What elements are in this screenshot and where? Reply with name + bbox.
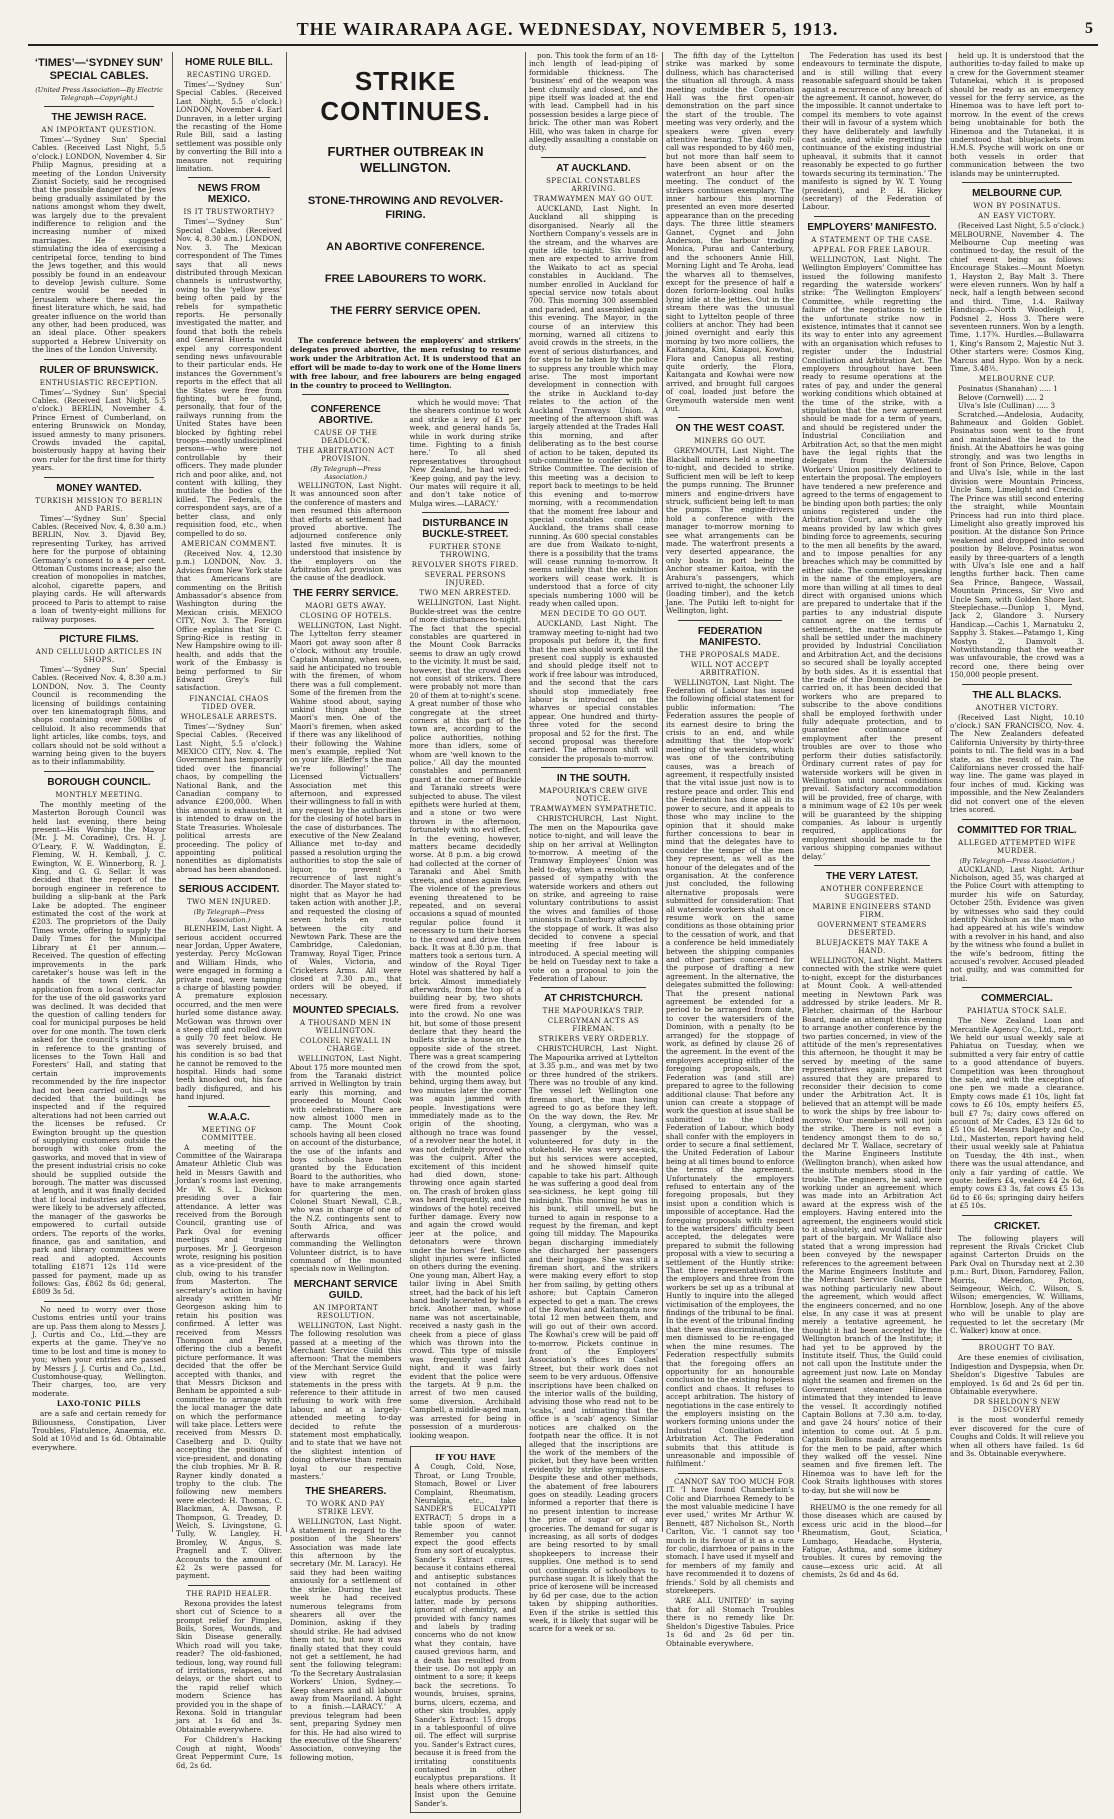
article-body: WELLINGTON, Last Night. The Wellington Employers’ Committee has issued the following manifesto regarding the waterside workers’ strike: ‘The Wellington Employers’ Committee, while regretting the failure of the negotiations to settle the unfortunate strike now in existence, intimates that it cannot see its way to enter into any agreement with an organisation which refuses to register under the Industrial Conciliation and Arbitration Act. The employers throughout have been ready to resume operations at the rates of pay, and under the general working conditions which obtained at the time of the strike, with a stipulation that the new agreement should be made for a term of years, and should be registered under the Industrial Conciliation and Arbitration Act, so that the men might have the legal rights that the delegates from the Waterside Workers’ Union positively declined to entertain the proposal. The employers have tendered a new preference and agreed to the terms of engagement to be binding upon both parties; the only unions registered under the Arbitration Court, and is the only means provided by law which gives binding force to agreements, securing to the men all benefits by the award, and to impose penalties for any breaches which may be committed by either side. The committee, speaking in the name of the employers, are more than willing at all times to deal direct with organised unions which are prepared to undertake that if the parties to any industrial dispute cannot agree on the terms of settlement, the matters in dispute shall be settled under the machinery provided by Industrial Conciliation and Arbitration Act, and the decisions so secured shall be loyally accepted by both sides. As it is essential that the trade of the Dominion should be carried on, it has been decided that workers who are prepared to subscribe to the above conditions shall be employed forthwith under fully adequate protection, and to guarantee continuance of employment after the present troubles are over to those who perform their duties satisfactorily. Ordinary current rates of pay for waterside workers will be given in Wellington until normal conditions prevail. Satisfactory accommodation will be provided, free of charge, with a minimum wage of £2 10s per week will be guaranteed by the shipping companies. As labour is urgently required, applications for employment should be made to the various shipping companies without delay.’ xyxy=(802,254,942,861)
article-heading: CONFERENCE ABORTIVE. xyxy=(310,404,381,426)
article-heading: THE JEWISH RACE. xyxy=(51,112,147,123)
article-body: The New Zealand Loan and Mercantile Agency Co., Ltd., report: We held our usual weekly sale at Pahiatua on Tuesday, when we submitted a very fair entry of cattle to a good attendance of buyers. Competition was keen throughout the sale, and with the exception of one pen we made a clearance. Empty cows made £1 10s, light fat cows to £6 10s, empty heifers £5, bull £7 7s; dairy cows offered on account of Mr Cades, £3 12s 6d to £5 10s 6d. Messrs Dalgety and Co., Ltd., Masterton, report having held their usual weekly sale at Pahiatua on Tuesday, the 4th inst., when there was the usual attendance, and only a fair yarding of cattle. We quote: heifers £4, vealers £4 2s 6d, empty cows £3 3s, fat cows £5 13s 6d to £6 6s; springing dairy heifers at £5 10s. xyxy=(950,1016,1084,1211)
race-result: Ulva’s Isle (Cullinan) ..... 3 xyxy=(958,401,1056,411)
article-heading: ON THE WEST COAST. xyxy=(675,423,785,435)
article-subheading: IS IT TRUSTWORTHY? xyxy=(183,208,275,217)
article-body: Times’—‘Sydney Sun’ Special Cables. (Received Nov. 4, 8.30 a.m.) LONDON, Nov. 3. The County Council is recommending the licensing of buildings containing over ten kinematograph films, and shops containing over 500lbs of celluloid. It also recommends that light articles, like combs, toys, and collars should not be sold without a warning being given to the buyers as to their inflammability. xyxy=(32,664,166,767)
article-heading: NEWS FROM MEXICO. xyxy=(197,183,261,206)
article-heading: CRICKET. xyxy=(993,1220,1041,1232)
article-subheading: THE PROPOSALS MADE. xyxy=(679,650,781,659)
divider xyxy=(188,177,270,178)
article-subheading: TURKISH MISSION TO BERLIN AND PARIS. xyxy=(35,496,163,513)
column-divider xyxy=(662,52,663,1532)
article-body: (Received Last Night, 5.5 o’clock.) MELBOURNE, November 4. The Melbourne Cup meeting was continued to-day, the result of the chief event being as follows: Encourage Stakes.—Mount Moetyn 1, Hayston 2, Bay Malt 3. There were eleven runners. Won by half a neck, half a length between second and third. Time, 1.4. Railway Handicap.—North Woodleigh 1, Podsnel 2, Hoss 3. There were seventeen runners. Won by a length. Time, 1.17¾. Hurdles.—Bullawarra 1, King’s Ransom 2, Majestic Nut 3. Other starters were: Cosmos King, Marcus and Hypo. Won by a neck. Time, 3.48½. xyxy=(950,221,1084,373)
article-subheading: APPEAL FOR FREE LABOUR. xyxy=(813,245,931,254)
article-body: WELLINGTON, Last Night. A statement in regard to the position of the Shearers’ Association was made late this afternoon by the secretary (Mr. M. Laracy). He said they had been waiting anxiously for a settlement of the strike. During the last week he had received numerous telegrams from shearers all over the Dominion, asking if they should strike. He had advised them not to, but now it was finally stated that they could not get a settlement, he had sent the following telegram: ‘To the Secretary Australasian Workers’ Union, Sydney.—Keep shearers and all labour away from Maoriland. A fight to a finish.—LARACY.’ A previous telegram had been sent, preparing Sydney men for this. He had also wired to the executive of the Shearers’ Association, conveying the following motion, xyxy=(290,1517,402,1762)
article-body: Times’—‘Sydney Sun’ Special Cables. (Received Last Night, 5.5 o’clock.) LONDON, November 4. Earl Dunraven, in a letter urging the recasting of the Home Rule Bill, said a lasting settlement was possible only by converting the Bill into a measure not requiring limitation. xyxy=(176,80,282,174)
article-body: Scratched.—Andelosia, Audacity, Bahmeaux and Golden Goblet. Posinatus soon went to the front and maintained the lead to the finish. At the Abattoirs he was going strongly, and was two lengths in front of Son Prince, Belove, Capon and Ulva’s Isle, while in the last division were Mountain Princess, Uncle Sam, Limelight and Crecido. The Prince was still second entering the straight, while Mountain Princess had run into third place. Limelight also greatly improved his position. At the distance Son Prince weakened and dropped into second position by Belove. Posinatus won easily by three-quarters of a length with Ulva’s Isle one and a half lengths further back. Then came Sea Prince, Bangece, Wassail, Mountain Princess, Sir Vivo and Uncle Sam, with Golden Shore last. Steeplechase.—Dunlop 1, Mynd, Jack 2, Glandore 3. Nursery Handicap.—Cachis 1, Marnatuku 2, Sapphy 3. Stakes.—Patamgo 1, King Mostyn 2, Damvolt 3. Notwithstanding that the weather was unfavourable, the crowd was a record one, there being over 150,000 people present. xyxy=(950,409,1084,680)
lead-paragraph: The conference between the employers’ and strikers’ delegates proved abortive, the men refusing to resume work under the Arbitration Act. It is understood that an effort will be made to-day to work one of the Home liners with free labour, and free labourers are being engaged in the country to proceed to Wellington. xyxy=(290,336,522,390)
article-body: WELLINGTON, Last Night. Matters connected with the strike were quiet to-night, except for the disturbances at Mount Cook. A well-attended meeting in Newtown Park was addressed by strike leaders. Mr R. Fletcher, chairman of the Harbour Board, made an attempt this evening to arrange another conference by the two parties concerned, in view of the attitude of the men’s representatives this afternoon, he thought it may be served by meeting of the same representatives again, unless first assured that they are prepared to reconsider their decision to come under the Arbitration Act. It is believed that an attempt will be made to work the ships by free labour to-morrow. ‘Our members will not join the strike. There is not even a tendency amongst them to do so,’ declared Mr T. Wallace, secretary of the Marine Engineers Institute (Wellington branch), when asked how the institute members stood in the trouble. The engineers, he said, were working under an agreement which was made into an Arbitration Act award at the express wish of the employers. Having entered into the agreement, the engineers would stick to it absolutely, and would fulfil their part of the bargain. Mr Wallace also stated that a wrong impression had been conveyed by the newspaper references to the agreement between the Marine Engineers Institute and the Merchant Service Guild. There was nothing particularly new about the agreement, which would affect the engineers concerned, and no one else. In any case it was at present merely a tentative agreement, he thought it had been accepted by the Wellington branch of the Institute; it had yet to be approved by the Institute itself. Thus, the Guild could not call upon the Institute under the agreement just now. Late on Monday night the seamen and firemen on the Government steamer Hinemoa intimated that they intended to leave the vessel. It accordingly notified Captain Bollons at 7.30 a.m. to-day, and gave 24 hours’ notice of their intention to come out. At 5 p.m. Captain Bollons made arrangements for the men to be paid, after which they walked off the vessel. Nine seamen and five firemen left. The Hinemoa was to have left for the Cook Straits lighthouses with stores to-day, but she will now be xyxy=(802,955,942,1495)
article-body: Times’—‘Sydney Sun’ Special Cables. (Received Last Night, 5.5 o’clock.) BERLIN, November 4. Prince Ernest of Cumberland, on entering Brunswick on Monday, issued amnesty to many prisoners. Crowds invaded the capital, boisterously happy at having their own ruler for the first time for thirty years. xyxy=(32,387,166,473)
column-4 xyxy=(529,51,658,1634)
article-body: WELLINGTON, Last Night. It was announced soon after the conference of masters and men resumed this afternoon that efforts at settlement had proved abortive. The adjourned conference only lasted five minutes. It is understood that insistence by the employers on the Arbitration Act provision was the cause of the deadlock. xyxy=(290,481,402,583)
article-subheading: SEVERAL PERSONS INJURED. xyxy=(424,571,506,588)
article-subheading: BROUGHT TO BAY. xyxy=(978,1344,1056,1353)
article-body: A meeting of the Committee of the Wairarapa Amateur Athletic Club was held in Messrs Gawith and Jordan’s rooms last evening, Mr W. S. L. Dickson presiding over a fair attendance. A letter was received from the Borough Council, granting use of Park Oval for evening meetings and training purposes. Mr J. Georgeson wrote, resigning his position as a vice-president of the club, owing to his transfer from Masterton. The secretary’s action in having already written Mr Georgeson asking him to retain his position was confirmed. A letter was received from Messrs Thompson and Payne, offering the club a benefit picture performance. It was decided that the offer be accepted with thanks, and that Messrs Dickson and Benham be appointed a sub-committee to arrange with the local manager the date on which the performance will take place. Letters were received from Messrs D. Caselberg and D. Quilty accepting the positions of vice-president, and donating the club trophies. Mr B. R. Rayner kindly donated a trophy to the club. The following new members were elected: H. Thomas, C. Blackman, A. Dawson, P. Thompson, G. Treadey, D. Welch, S. Livingstone, G. Tully, W. Langley, H. Bromley, W. Angus, S. Pragnell and T. Oliver. Accounts to the amount of £2 2s were passed for payment. xyxy=(176,1142,282,1581)
masthead xyxy=(30,18,1094,40)
column-7 xyxy=(950,52,1084,1532)
article-subheading: TWO MEN ARRESTED. xyxy=(419,589,512,598)
credit-line: (By Telegraph—Press Association.) xyxy=(310,465,382,481)
article-body: Times’—‘Sydney Sun’ Special Cables. (Received Nov. 4, 8.30 a.m.) BERLIN, Nov. 3. Djavid Bey, representing Turkey, has arrived here for the purpose of obtaining Germany’s consent to a 4 per cent. Ottoman Customs increase; also the creation of monopolies in matches, alcohol, cigarette papers, and playing cards. He will afterwards proceed to Paris to attempt to raise a loan of twenty-eight millions for railway purposes. xyxy=(32,513,166,624)
article-body: Times’—‘Sydney Sun’ Special Cables. (Received Nov. 4, 8.30 a.m.) LONDON, Nov. 3. The Mexican correspondent of The Times says that all news distributed through Mexican channels is untrustworthy, owing to the ‘yellow press’ being often paid by the rebels for sympathetic reports. He personally investigated the matter, and found that both the rebels and General Huerta would expel any correspondent sending news unfavourable to their particular ends. He instances the Government’s reports in the effect that all the States were free from fighting, but he found, personally, that four of the railways running from the United States have been blocked by fighting rebel troops—mostly undisciplined persons—who were not controllable by their officers. They made plunder rich and poor alike, and, not content with killing, they mutilate the bodies of the killed. The Federals, the correspondent says, are of a better class, and only requisition food, etc., when compelled to do so. xyxy=(176,217,282,538)
divider xyxy=(814,216,930,217)
advertisement: Are these enemies of civilisation, Indigestion and Dyspepsia, when Dr. Sheldon’s Digestive Tabules are employed. 1s 6d and 2s 6d per tin. Obtainable everywhere. xyxy=(950,1353,1084,1397)
section-heading: ‘TIMES’—‘SYDNEY SUN’ SPECIAL CABLES. xyxy=(34,57,164,82)
divider xyxy=(44,771,154,772)
advertisement: CANNOT SAY TOO MUCH FOR IT. ‘I have found Chamberlain’s Colic and Diarrhoea Remedy to be the most valuable medicine I have ever used,’ writes Mr Arthur W. Bennett, 487 Nicholson St., North Carlton, Vic. ‘I cannot say too much in its favour of it as a cure for colic, diarrhoea or pains in the stomach. I have used it myself and for members of my family and have recommended it to dozens of friends.’ Sold by all chemists and storekeepers. xyxy=(666,1476,794,1596)
article-subheading: THE ARBITRATION ACT PROVISION. xyxy=(297,447,395,463)
column-5 xyxy=(666,51,794,1648)
banner-deck: THE FERRY SERVICE OPEN. xyxy=(330,305,481,317)
article-subheading: MARINE ENGINEERS STAND FIRM. xyxy=(812,902,932,919)
article-heading: AT CHRISTCHURCH. xyxy=(544,993,643,1005)
masthead-title: THE WAIRARAPA AGE. WEDNESDAY, NOVEMBER 5, 1913. xyxy=(296,18,839,39)
article-subheading: A THOUSAND MEN IN WELLINGTON. xyxy=(299,1019,392,1036)
divider xyxy=(188,1585,270,1586)
advertisement: ‘ARE ALL UNITED’ in saying that for all Stomach Troubles there is no remedy like Dr. Sheldon’s Digestive Tabules. Price 1s 6d and 2s 6d per tin. Obtainable everywhere. xyxy=(666,1596,794,1648)
credit-line: (By Telegraph—Press Association.) xyxy=(193,908,265,925)
column-3 xyxy=(290,52,522,1808)
article-body: The Federation has used its best endeavours to terminate the dispute, and is still willing that every reasonable safeguard should be taken against a recurrence of any breach of the agreement. It cannot, however, do the impossible. It cannot undertake to compel its members to vote against their will in favour of a system which they have deliberately and lawfully cast aside, and while regretting the continuance of the existing industrial upheaval, it submits that it cannot reasonably be expected to go further towards securing its termination.’ The manifesto is signed by W. T. Young (president), and P. H. Hickey (secretary) of the Federation of Labour. xyxy=(802,51,942,212)
article-heading: MONEY WANTED. xyxy=(56,482,142,494)
article-body: The fifth day of the Lyttelton strike was marked by some dullness, which has characterised the situation all through. A mass meeting outside the Coronation Hall was the first open-air demonstration on the part since the start of the trouble. The meeting was very orderly, and the speakers were given every attentive hearing. The daily roll-call was responded to by 460 men, but not more than half seem to have been absent or on the waterfront an hour after the meeting. The conduct of the strikers continues exemplary. The inner harbour this morning presented an even more deserted appearance than on the preceding days. The three little steamers Gannet, Cygnet and John Anderson, the harbour trading Monica, Purau and Canterbury, and the schooners Annie Hill, Morning Light and Te Aroha, lead the wharves all to themselves, except for the presence of half a dozen forlorn-looking coal hulks lying idle at the jetties. Out in the stream there was the unusual sight to Lyttelton people of three colliers at anchor. They had been joined overnight and early this morning by two more colliers, the Kaitangata, Kini, Kaiapoi, Kowhai, Flora and Canopus all resting quite orderly, the Flora, Kaitangata and Kowhai were now arrived, and brought full cargoes of coal, loaded just before the Greymouth waterside men went out. xyxy=(666,51,794,414)
advertisement: are a safe and certain remedy for Biliousness, Constipation, Liver Troubles, Flatulence, Anaemia, etc. Sold at 10½d and 1s 6d. Obtainable everywhere. xyxy=(32,1409,166,1452)
article-subheading: TRAMWAYMEN MAY GO OUT. xyxy=(533,194,654,203)
strike-subcolumn-left xyxy=(290,399,402,1819)
article-subheading: AN IMPORTANT QUESTION. xyxy=(41,126,157,134)
article-heading: AT AUCKLAND. xyxy=(556,162,631,174)
article-body: Times’—‘Sydney Sun’ Special Cables. (Received Last Night, 5.5 o’clock.) LONDON, November 4. Sir Philip Magnus, presiding at a meeting of the London University Zionist Society, said he recognised that the possible danger of the Jews being gradually assimilated by the nations amongst whom they dwelt, was largely due to the prevalent indifference to religion and the increasing number of mixed marriages. He suggested stimulating the idea of exercising a centripetal force, tending to bind the Jews together, and this would possibly be found in an endeavour to develop Jewish culture. Some centre would be needed in Jerusalem where there was the finest literature which, he said, had greater influence on the world than any other, had been produced, was an ideal place. Other speakers supported a Hebrew University on the lines of the London University. xyxy=(32,135,166,355)
advertisement: RHEUMO is the one remedy for all those diseases which are caused by excess uric acid in the blood—for Rheumatism, Gout, Sciatica, Lumbago, Headache, Hysteria, Fatigue, Asthma, and some kidney troubles. It cures by removing the cause—excess uric acid. At all chemists, 2s 6d and 4s 6d. xyxy=(802,1502,942,1580)
article-subheading: DR SHELDON’S NEW DISCOVERY xyxy=(973,1398,1061,1415)
article-subheading: THE RAPID HEALER. xyxy=(186,1589,272,1598)
divider xyxy=(44,628,154,629)
divider xyxy=(44,1301,154,1302)
divider xyxy=(302,394,509,395)
column-divider xyxy=(286,52,287,1532)
article-subheading: AND CELLULOID ARTICLES IN SHOPS. xyxy=(35,647,163,664)
article-subheading: THE MAPOURIKA’S TRIP. xyxy=(542,1007,645,1016)
article-subheading: CLOSING OF HOTELS. xyxy=(299,611,392,620)
article-heading: MERCHANT SERVICE GUILD. xyxy=(293,1278,398,1301)
advertisement: Rexona provides the latest short cut of Science to a prompt relief for Pimples, Boils, Sores, Wounds, and Skin Disease generally. Which road will you take, reader? The old-fashioned, tedious, long, way round full of irritations, relapses, and delays, or the short cut to the rapid relief which modern Science has provided you in the shape of Rexona. Sold in triangular jars at 1s 6d and 3s. Obtainable everywhere. xyxy=(176,1598,282,1734)
article-heading: PICTURE FILMS. xyxy=(59,633,139,645)
article-subheading: RECASTING URGED. xyxy=(186,71,272,79)
article-body: CHRISTCHURCH, Last Night. The men on the Mapourika gave notice to-night, and will leave the ship on her arrival at Wellington to-morrow. A meeting of the Tramway Employees’ Union was held to-day, when a resolution was passed of sympathy with the waterside workers and others out on strike, and agreeing to raise voluntary contributions to assist the wives and families of those unionists in Canterbury affected by the stoppage of work. It was also decided to convene a special meeting if free labour is introduced. A special meeting will be held on Tuesday next to take a vote on a proposal to join the Federation of Labour. xyxy=(529,814,658,983)
article-body: AUCKLAND, Last Night. In Auckland all shipping is disorganised. Nearly all the Northern Company’s vessels are in the stream, and the wharves are quite idle to-night. Six hundred men are expected to arrive from the Waikato to act as special constables in Auckland. The number enrolled in Auckland for special service now totals about 700. This morning 300 assembled and paraded, and assembled again this evening. The Mayor, in the course of an interview this morning, warned all citizens to avoid crowds in the streets, in the event of serious disturbances, and for steps to be taken by the police to suppress any trouble which may arise. The most important development in connection with the strike in Auckland to-day relates to the action of the Auckland Tramways Union. A meeting of the afternoon shift was largely attended at the Trades Hall this morning, and after deliberating as to the best course of action to be taken, deputed its sub-committee to confer with the Strike Committee. The decision of this meeting was a decision to report back to meetings to be held this evening and to-morrow morning, with a recommendation that the moment free labour and special constables come into Auckland, the trams shall cease running. As 600 special constables are due from Waikato to-night, there is a possibility that the trams will cease running to-morrow. It seems unlikely that the exhibition workers will cease work. It is understood that a force of city specials numbering 1000 will be ready when called upon. xyxy=(529,203,658,608)
divider xyxy=(541,987,646,988)
ad-title: IF YOU HAVE xyxy=(435,1451,496,1462)
article-subheading: TO WORK AND PAY STRIKE LEVY. xyxy=(306,1500,385,1517)
credit-line: (United Press Association—By Electric Telegraph—Copyright.) xyxy=(35,86,163,102)
article-subheading: MEETING OF COMMITTEE. xyxy=(201,1125,257,1142)
article-body: (Received Last Night, 10.10 o’clock.) SAN FRANCISCO, Nov. 4. The New Zealanders defeated California University by thirty-three points to nil. The field was in a bad state, as the result of rain. The Californians never crossed the half-way line. The game was played in four inches of mud. Kicking was impossible, and the New Zealanders did not convert one of the eleven tries scored. xyxy=(950,712,1084,815)
article-heading: THE ALL BLACKS. xyxy=(972,689,1062,701)
article-subheading: REVOLVER SHOTS FIRED. xyxy=(411,561,519,570)
column-2 xyxy=(176,52,282,1770)
article-subheading: FURTHER STONE THROWING. xyxy=(429,543,502,560)
article-subheading: MAPOURIKA’S CREW GIVE NOTICE. xyxy=(538,787,648,804)
article-heading: EMPLOYERS’ MANIFESTO. xyxy=(807,221,937,233)
article-subheading: ENTHUSIASTIC RECEPTION. xyxy=(39,378,159,387)
column-divider xyxy=(525,52,526,1532)
article-heading: RULER OF BRUNSWICK. xyxy=(39,364,159,376)
article-subheading: ALLEGED ATTEMPTED WIFE MURDER. xyxy=(958,838,1076,855)
article-subheading: PAHIATUA STOCK SALE. xyxy=(966,1007,1068,1016)
article-body: held up. It is understood that the authorities to-day failed to make up a crew for the Government steamer Tutanekai, which it is proposed should be ready as an emergency vessel for the ferry service, as the Hinemoa was to have left port to-morrow. In the event of the crews being unobtainable for both the Hinemoa and the Tutanekai, it is understood that bluejackets from H.M.S. Psyche will work on one or both vessels in order that communication between the two islands may be uninterrupted. xyxy=(950,51,1084,178)
article-body: AUCKLAND, Last Night. The tramway meeting to-night had two proposals put before it, the first that the men should work until the present coal supply is exhausted and should pledge itself not to work if free labour was introduced, and the second that the cars should stop immediately free labour is introduced on the wharves or special constables appear. One hundred and thirty-three voted for the second proposal and 52 for the first. The second proposal was therefore carried. The afternoon shift will consider the proposals to-morrow. xyxy=(529,619,658,763)
divider xyxy=(188,878,270,879)
divider xyxy=(962,182,1072,183)
article-body: (Received Nov. 4, 12.30 p.m.) LONDON, Nov. 3. Advices from New York state that Americans are commenting on the British Ambassador’s absence from Washington during the Mexican crisis. MEXICO CITY, Nov. 3. The Foreign Office explains that Sir C. Spring-Rice is resting in New Hampshire owing to ill-health, and adds that the work of the Embassy is being performed to Sir Edward Grey’s full satisfaction. xyxy=(176,548,282,693)
divider xyxy=(422,512,510,513)
divider xyxy=(44,106,154,107)
divider xyxy=(962,684,1072,685)
article-subheading: TRAMWAYMEN SYMPATHETIC. xyxy=(530,805,657,814)
column-divider xyxy=(946,52,947,1532)
column-divider xyxy=(172,52,173,1532)
divider xyxy=(962,987,1072,988)
article-subheading: ANOTHER VICTORY. xyxy=(975,703,1059,712)
advertisement-box xyxy=(410,1446,522,1813)
article-body: AUCKLAND, Last Night. Arthur Nicholson, aged 35, was charged at the Police Court with attempting to murder his wife on Saturday, October 25th. Evidence was given by witnesses who said they could identify Nicholson as the man who had appeared at his wife’s window with a revolver in his hand, and also by the witness who found a bullet in the wife’s bedroom, fitting the accused’s revolver. Accused pleaded not guilty, and was committed for trial. xyxy=(950,864,1084,983)
divider xyxy=(44,477,154,478)
article-subheading: A STATEMENT OF THE CASE. xyxy=(811,235,933,244)
divider xyxy=(962,1215,1072,1216)
strike-subcolumns xyxy=(290,399,521,1819)
divider xyxy=(678,417,782,418)
article-subheading: SPECIAL CONSTABLES ARRIVING. xyxy=(546,176,641,193)
article-heading: COMMITTED FOR TRIAL. xyxy=(957,824,1077,836)
article-subheading: STRIKERS VERY ORDERLY. xyxy=(538,1035,649,1044)
article-heading: BOROUGH COUNCIL. xyxy=(47,776,151,788)
article-subheading: FINANCIAL CHAOS TIDED OVER. xyxy=(189,694,269,711)
column-divider xyxy=(798,52,799,1532)
article-subheading: AN IMPORTANT RESOLUTION. xyxy=(313,1303,379,1320)
article-body: pon. This took the form of an 18-inch length of lead-piping of formidable thickness. The ‘business’ end of the weapon was bent clumsily and closed, and the pipe itself was loaded at the end with lead. Campbell had in his possession besides a large piece of brick. The other man was Robert Hill, who was taken in charge for allegedly assaulting a constable on duty. xyxy=(529,51,658,153)
article-heading: THE VERY LATEST. xyxy=(825,870,919,882)
article-subheading: MINERS GO OUT. xyxy=(694,437,766,446)
banner-deck: FREE LABOURERS TO WORK. xyxy=(324,273,487,285)
article-body: GREYMOUTH, Last Night. The Blackball miners held a meeting to-night, and decided to strike. Sufficient men will be left to keep the pumps running. The Brunner miners and engine-drivers have struck, sufficient being left to man the pumps. The engine-drivers hold a conference with the manager to-morrow morning to see what arrangements can be made. The waterfront presents a very deserted appearance, the only boats in port being the Anchor steamer Kaitoa, with the Arahura’s passengers, which arrived to-night, the schooner Lily (loading timber), and the ketch Jane. The Putiki left to-night for Wellington, light. xyxy=(666,446,794,616)
article-subheading: MELBOURNE CUP. xyxy=(978,375,1056,384)
article-heading: HOME RULE BILL. xyxy=(185,57,273,68)
article-subheading: AMERICAN COMMENT. xyxy=(181,539,277,548)
article-subheading: TWO MEN INJURED. xyxy=(186,898,272,907)
divider xyxy=(814,865,930,866)
article-body: which he would move: ‘That the shearers continue to work and strike a levy of £1 per week, and general hands 5s, while in work during strike time. Fighting to a finish here.’ To all shed representatives throughout New Zealand, he had wired: ‘Keep going, and pay the levy. Our mates will require it all, and don’t take notice of Mulga wires.—LARACY.’ xyxy=(409,398,521,508)
divider xyxy=(44,359,154,360)
article-body: BLENHEIM, Last Night. A serious accident occurred near Jordan, Upper Awatere, yesterday. Percy McGowan and William Hinds, who were engaged in forming a private road, were tamping a charge of blasting powder. A premature explosion occurred, and the men were hurled some distance away. McGowan was thrown over a steep cliff and rolled down a gully 70 feet below. He was severely bruised, and his condition is so bad that he cannot be removed to the hospital. Hinds had some teeth knocked out, his face badly disfigured, and his hand injured. xyxy=(176,924,282,1102)
article-heading: MOUNTED SPECIALS. xyxy=(292,1005,399,1017)
article-heading: MELBOURNE CUP. xyxy=(972,188,1062,200)
article-heading: THE FERRY SERVICE. xyxy=(293,587,399,599)
advertisement: No need to worry over those Customs entries until your trains are up. Pass them along to Messrs J. J. Curtis and Co., Ltd.—they are experts at the game. They’ve no time to be lost and time is money to you; when your entries are passed by Messrs J. J. Curtis and Co., Ltd., Customhouse-quay, Wellington. Their charges, too, are very moderate. xyxy=(32,1304,166,1398)
article-body: WELLINGTON, Last Night. About 175 more mounted men from the Taranaki district arrived in Wellington by train early this morning, and proceeded to Mount Cook with celebration. There are now almost 1000 men in camp. The Mount Cook schools having all been closed on account of the disturbance, the use of the infants and boys schools have been granted by the Education Board to the authorities, who have to make arrangements for quartering the men. Colonel Stuart Newall, C.B., who was in charge of one of the N.Z. contingents sent to South Africa, and was afterwards officer commanding the Wellington Volunteer district, is to have command of the mounted specials now in Wellington. xyxy=(290,1054,402,1274)
article-heading: FEDERATION MANIFESTO. xyxy=(697,625,763,648)
article-body: Times’—‘Sydney Sun’ Special Cables. (Received Last Night, 5.5 o’clock.) MEXICO CITY, Nov. 4. The Government has temporarily tided over the financial chaos, by compelling the National Bank, and the Canadian company to advance £200,000. When this amount is exhausted, it is intended to draw on the State Treasuries. Wholesale political arrests are proceeding. The policy of appointing political nonentities as diplomatists abroad has been abandoned. xyxy=(176,721,282,874)
article-body: WELLINGTON, Last Night. The following resolution was passed at a meeting of the Merchant Service Guild this afternoon: ‘That the members of the Merchant Service Guild view with regret the statements in the press with reference to their attitude in refusing to work with free labour, and at a largely-attended meeting to-day decided to refute the statement most emphatically, and to state that we have not the slightest intention of doing otherwise than remain loyal to our respective masters.’ xyxy=(290,1320,402,1482)
divider xyxy=(188,1106,270,1107)
ad-body: A Cough, Cold, Nose, Throat, or Lung Trouble, Stomach, Bowel or Liver Complaint, Rheumatism, Neuralgia, etc., take SANDER’S EUCALYPTI EXTRACT; 5 drops in a table spoon of water. Remember you cannot expect the good effects from any sort of eucalyptus. Sander’s Extract cures, because it contains ethereal and antiseptic substances not contained in other eucalyptus products. These latter, made by persons ignorant of chemistry, and provided with fancy names and labels by trading concerns who do not know what they contain, have caused grevious harm, and a death has resulted from their use. Do not apply an ointment to a sore; it keeps back the secretions. To wounds, bruises, sprains, burns, ulcers, eczema, and other skin troubles, apply Sander’s Extract: 15 drops in a tablespoonful of olive oil. The effect will surprise you. Sander’s Extract cures, because it is freed from the irritating constituents contained in other eucalyptus preparations. It heals where others irritate. Insist upon the Genuine Sander’s. xyxy=(414,1463,516,1808)
article-subheading: MEN DECIDE TO GO OUT. xyxy=(540,610,647,619)
article-subheading: CAUSE OF THE DEADLOCK. xyxy=(314,429,378,445)
ad-title: LAXO-TONIC PILLS xyxy=(56,1399,142,1409)
article-heading: IN THE SOUTH. xyxy=(556,773,631,785)
strike-subcolumn-right xyxy=(410,399,522,1819)
divider xyxy=(678,620,782,621)
banner-deck: AN ABORTIVE CONFERENCE. xyxy=(326,241,485,253)
divider xyxy=(541,157,646,158)
article-heading: SERIOUS ACCIDENT. xyxy=(178,884,280,896)
race-result: Posinatus (Shanahan) ..... 1 xyxy=(958,384,1058,394)
page-number: 5 xyxy=(1085,20,1094,37)
article-heading: W.A.A.C. xyxy=(208,1111,250,1123)
article-heading: COMMERCIAL. xyxy=(981,993,1053,1005)
banner-headline: STRIKE CONTINUES. xyxy=(320,66,491,126)
advertisement: is the most wonderful remedy ever discovered for the cure of Coughs and Colds. It will relieve you when all others have failed. 1s 6d and 3s. Obtainable everywhere. xyxy=(950,1415,1084,1459)
top-rule xyxy=(28,44,1098,46)
article-subheading: WILL NOT ACCEPT ARBITRATION. xyxy=(691,660,769,677)
column-1 xyxy=(32,52,166,1532)
race-result: Belove (Cornwell) ..... 2 xyxy=(958,392,1044,402)
article-body: WELLINGTON, Last Night. Buckle-street was the centre of more disturbances to-night. The fact that the special constables are quartered in the Mount Cook Barracks seems to draw an ugly crowd to the vicinity. It must be said, however, that the crowd does not consist of strikers. There were probably not more than 20 of them at to-night’s scene. A great number of those who congregate at the street corners at this part of the town are, according to the police authorities, nothing more than idlers, some of whom are ‘well known to the police.’ All day the mounted constables and permanent guard at the corner of Buckle and Taranaki streets were subjected to abuse. The vilest epithets were hurled at them, and a stone or two were thrown in the afternoon, fortunately with no evil effect. In the evening, however, matters became decidedly worse. At 8 p.m. a big crowd had collected at the corner of Taranaki and Abel Smith streets, and stones again flew. The violence of the previous evening threatened to be repeated, and on several occasions a squad of mounted regular police found it necessary to turn their horses to the crowd and drive them back. It was at 8.30 p.m. that matters took a serious turn. A window of the Royal Tiger Hotel was shattered by half a brick. Almost immediately afterwards, from the top of a building near by, two shots were fired from a revolver into the crowd. No one was hit, but some of those present declare that they heard the bullets strike a house on the opposite side of the street. There was a great scampering of the crowd from the spot, with the mounted police behind, urging them away, but two minutes later the corner was again jammed with people. Investigations were immediately made as to the origin of the shooting, although no trace was found of a revolver near the hotel, it was not definitely proved who was the culprit. After the excitement of this incident had died down, stone-throwing once again started on. The crash of broken glass was heard frequently, and the windows of the hotel received further damage. Every now and again the crowd would jeer at the police, and detonators were thrown under the horses’ feet. Some slight injuries were inflicted on others during the evening. One young man, Albert Hay, a tailor living in Abel Smith street, had the back of his left hand badly lacerated by half a brick. Another man, whose name was not ascertainable, received a nasty gash in the cheek from a piece of glass which was thrown into the crowd. This type of missile was frequently used last night, and it was fairly evident that the police were the targets. At 9 p.m. the arrest of two men caused some diversion. Archibald Campbell, a middle-aged man, was arrested for being in possession of a murderous-looking weapon. xyxy=(409,598,521,1440)
banner-subheadline: FURTHER OUTBREAK IN WELLINGTON. xyxy=(327,144,484,175)
article-heading: DISTURBANCE IN BUCKLE-STREET. xyxy=(422,518,509,541)
article-body: WELLINGTON, Last Night. The Federation of Labour has issued the following official statement for public information: ‘The Federation assures the people of its earnest desire to bring the crisis to an end, and while admitting that the ‘stop-work’ meeting of the watersiders, which was one of the contributing causes, was a breach of agreement, it respectfully insisted that the vital issue just now is to restore peace and order. This end the Federation has done all in its power to secure, and it appeals to those who may incline to the opinion that it should make further concessions to bear in mind that the delegates have to consider the temper of the men they represent, as well as the honour of the delegates and of the organisation. At the conference just concluded, the following alternative proposals were submitted for consideration: That all waterside workers shall at once resume work on the same conditions as those obtaining prior to the cessation of work, and that a conference be held immediately between the shipping companies and other parties concerned for the purpose of drafting a new agreement. In the alternative, the delegates submitted the following: That the present national agreement be extended for a period to be arranged from date, to cover the watersiders of the Dominion, with a penalty (to be arranged) for the stoppage of work, as defined by clause 26 of the agreement. In the event of the employers accepting either of the foregoing proposals, the Federation was (and still are) prepared to agree to the following additional clause: That before any union can create a stoppage of work the question at issue shall be submitted to the United Federation of Labour, which body shall confer with the employers in order to secure a final settlement, the United Federation of Labour being at all times bound to enforce the terms of the agreement. Unfortunately the employers refused to entertain any of the foregoing proposals, but they insist upon a condition which is impossible of acceptance. Had the foregoing proposals with respect to the watersiders’ difficulty been accepted, the delegates were prepared to submit the following proposal with a view to securing a settlement of the Huntly strike: That three representatives from the employers and three from the workers be set up as a tribunal at Huntly to inquire into the alleged victimisation of the employees, the findings of the tribunal to be final. In the event of the tribunal finding that there was discrimination, the men dismissed to be re-engaged when the mine resumes. The Federation respectfully submits that the foregoing offers an opportunity for an honourable conclusion to the existing hopeless conflict and chaos. It refuses to accept arbitration. The history of negotiations in the case entirely to the employers insisting on the workers forming unions under the Industrial Conciliation and Arbitration Act. The Federation submits that this attitude is unreasonable and impossible of fulfilment.’ xyxy=(666,677,794,1469)
article-body: The monthly meeting of the Masterton Borough Council was held last evening, there being present—His Worship the Mayor (Mr. J. M. Coradine), Crs. H. J. O’Leary, F. W. Waddington, E. Fleming, W. H. Kemball, J. C. Ewington, W. E. Winnerborg, R. J. King, and G. G. Sellar. It was decided that the report of the borough engineer in reference to building a slip-bank at the Park Lake be adopted. The engineer estimated the cost of the work at £203. The proprietors of the Daily Times wrote, offering to supply the Daily Times for the Municipal Library at £1 per annum.—Received. The question of effecting improvements in the park caretaker’s house was left in the hands of the town clerk. An application from a local contractor for the use of the old gasworks yard was declined. It was decided that the question of calling tenders for coal for municipal purposes be held over for one month. The town clerk asked for the council’s instructions in reference to the granting of licenses to the Town Hall and Foresters’ Hall, and stating that certain improvements recommended by the fire inspector had not been carried out.—It was decided that the buildings be inspected and if the required alterations had not been carried out the licenses be refused. Cr Ewington brought up the question of supplying customers outside the borough with coke from the gasworks, and moved that in view of the present industrial crisis no coke should be supplied outside the borough. The matter was discussed at length, and it was finally decided that if local industries and citizens were likely to be adversely affected, the manager of the gasworks be empowered to curtail outside orders. The reports of the works, finance, gas and sanitation, and park and library committees were read and adopted. Accounts totalling £1871 12s 11d were passed for payment, made up as follows: Gas, £862 8s 6d; general, £809 3s 5d. xyxy=(32,799,166,1297)
divider xyxy=(541,767,646,768)
divider xyxy=(962,1339,1072,1340)
advertisement: For Children’s Hacking Cough at night, Woods’ Great Peppermint Cure, 1s 6d, 2s 6d. xyxy=(176,1735,282,1770)
article-heading: THE SHEARERS. xyxy=(305,1486,387,1498)
article-subheading: BLUEJACKETS MAY TAKE A HAND. xyxy=(815,938,929,955)
article-body: WELLINGTON, Last Night. The Lyttelton ferry steamer Maori got away soon after 8 o’clock, without any trouble. Captain Manning, when seen, said he anticipated no trouble with the firemen, of whom there was a full complement. Some of the firemen from the Wahine stood about, saying unkind things about the Maori’s men. One of the Maori’s firemen, when asked if there was any likelihood of their following the Wahine men’s example, replied ‘Not on your life. Bleffer’s the man we’re following!’ The Licensed Victuallers’ Association met this afternoon, and expressed their willingness to fall in with any request by the authorities for the closing of hotel bars in the case of disturbances. The executive of the New Zealand Alliance met to-day and passed a resolution urging the authorities to stop the sale of liquor, to prevent a recurrence of last night’s disorder. The Mayor stated to-night that as Mayor he had taken action with another J.P., and requested the closing of seven hotels en route between the city and Newtown Park. These are the Cambridge, Caledonian, Tramway, Royal Tiger, Prince of Wales, Victoria, and Cricketers Arms. All were closed at 7.30 p.m., that orders will be obeyed, if necessary. xyxy=(290,620,402,1000)
article-subheading: COLONEL NEWALL IN CHARGE. xyxy=(299,1037,392,1054)
article-subheading: AN EASY VICTORY. xyxy=(978,212,1056,221)
divider xyxy=(814,1499,930,1500)
divider xyxy=(678,1473,782,1474)
credit-line: (By Telegraph—Press Association.) xyxy=(959,856,1075,865)
article-body: CHRISTCHURCH, Last Night. The Mapourika arrived at Lyttelton at 3.35 p.m., and was met by two or three hundred of the strikers. There was no trouble of any kind. The vessel left Wellington one fireman short, the man having agreed to go as before they left. On the way down, the Rev. Mr Young, a clergyman, who was a passenger by the vessel, volunteered for duty in the stokehold. He was very sea-sick, but his services were accepted, and he showed himself quite capable to take his part. Although he was suffering a good deal from sea-sickness, he kept going till midnight. This morning he was in his bunk, still unwell, but he turned to again in response to a request by the fireman, and kept going till midday. The Mapourika began discharging immediately she discharged her passengers and their luggage. She was still a fireman short, and the strikers were making every effort to stop her from sailing, by getting others ashore; but Captain Cameron expected to get a man. The crews of the Rowhai and Kaitangata now total 12 men between them, and will go out of their own accord. The Kowhai’s crew will be paid off to-morrow. Pickets continue in front of the Employers’ Association’s offices in Cashel Street, but their work does not seem to be very arduous. Offensive inscriptions have been chalked on the interior walls of the building, advising those who read not to be ‘scabs,’ and intimating that the office is a ‘scab’ agency. Similar notices are chalked on the footpath near the office. It is not alleged that the inscriptions are the work of the members of the picket, but they have been written evidently by strike sympathisers. Despite these and other methods, the abatement of free labourers goes on steadily. Leading grocers informed a reporter that there is no present intention to increase the price of sugar or of any groceries. The demand for sugar is increasing, as all sorts of dodges are being resorted to by small shopkeepers to increase their supplies. One method is to send out contingents of schoolboys to purchase sugar. It is likely that the price of kerosene will be increased by 6d per case, due to the action taken by shipping authorities. Even if the strike is settled this week, it is likely that sugar will be scarce for a week or so. xyxy=(529,1044,658,1634)
article-subheading: MONTHLY MEETING. xyxy=(55,790,143,799)
divider xyxy=(962,819,1072,820)
article-subheading: GOVERNMENT STEAMERS DESERTED. xyxy=(817,920,927,937)
article-subheading: WON BY POSINATUS. xyxy=(973,202,1061,211)
article-subheading: WHOLESALE ARRESTS. xyxy=(180,712,278,721)
column-6 xyxy=(802,51,942,1580)
article-subheading: CLERGYMAN ACTS AS FIREMAN. xyxy=(547,1017,640,1034)
article-subheading: MAORI GETS AWAY. xyxy=(305,601,387,610)
article-body: The following players will represent the Rivals Cricket Club against Carterton Druids on the Park Oval on Thursday next at 2.30 p.m.: Burt, Dixon, Farndorey, Fallon, Morris, Meredon, Picton, Seimgeour, Welch, C. Wilson, S. Wilson; emergencies, W. Williams, Hornblow, Joseph. Any of the above who will be unable to play are requested to let the secretary (Mr C. Walker) know at once. xyxy=(950,1233,1084,1335)
article-subheading: ANOTHER CONFERENCE SUGGESTED. xyxy=(820,884,924,901)
banner-deck: STONE-THROWING AND REVOLVER-FIRING. xyxy=(307,195,504,221)
